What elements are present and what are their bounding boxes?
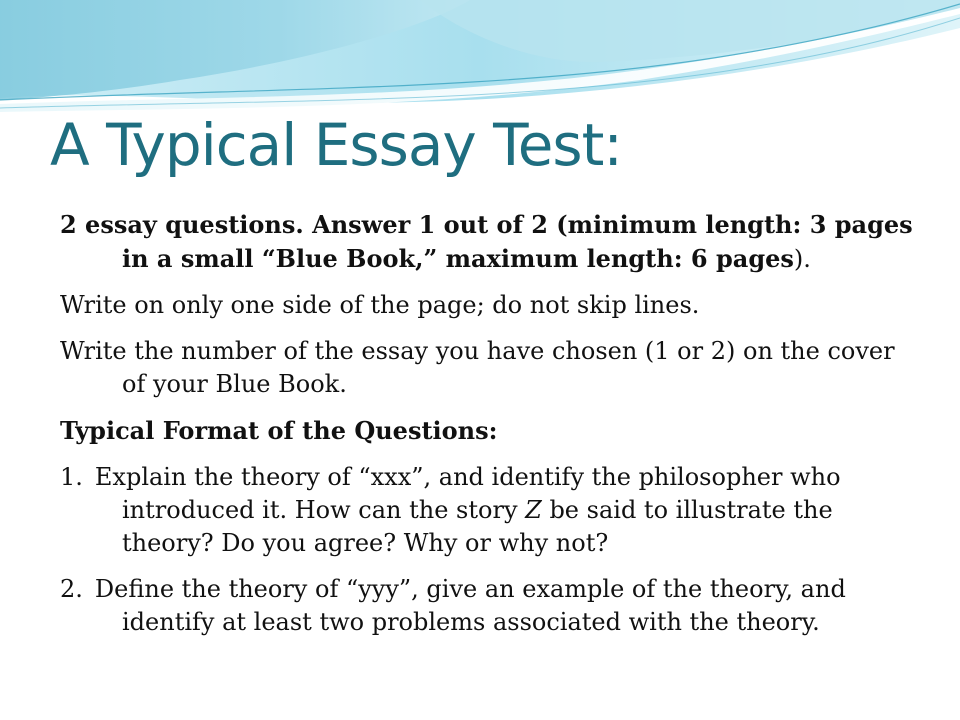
question-1-text-after: be said to illustrate the theory? Do you agree? Why or why not? [122,496,833,557]
paragraph-essay-questions [60,208,920,276]
essay-questions-tail-text: ). [793,245,811,273]
paragraph-format-heading [60,414,920,448]
question-1-story-letter: Z [525,496,542,524]
question-1-number: 1. [60,463,83,491]
essay-questions-bold-text: 2 essay questions. Answer 1 out of 2 (minimum length: 3 pages in a small “Blue Book,” maximum length: 6 pages [60,210,913,273]
paragraph-write-number: Write the number of the essay you have chosen (1 or 2) on the cover of your Blue Book. [60,337,895,398]
format-heading-text: Typical Format of the Questions: [60,416,498,445]
slide-body [60,208,920,652]
question-1 [60,461,920,560]
question-2-text: Define the theory of “yyy”, give an example of the theory, and identify at least two problems associated with the theory. [94,575,846,636]
question-1-text-before: Explain the theory of “xxx”, and identify the philosopher who introduced it. How can the story [94,463,841,524]
question-2-number: 2. [60,575,83,603]
question-2 [60,573,920,639]
slide-title: A Typical Essay Test: [50,111,622,179]
paragraph-write-one-side: Write on only one side of the page; do not skip lines. [60,291,700,319]
